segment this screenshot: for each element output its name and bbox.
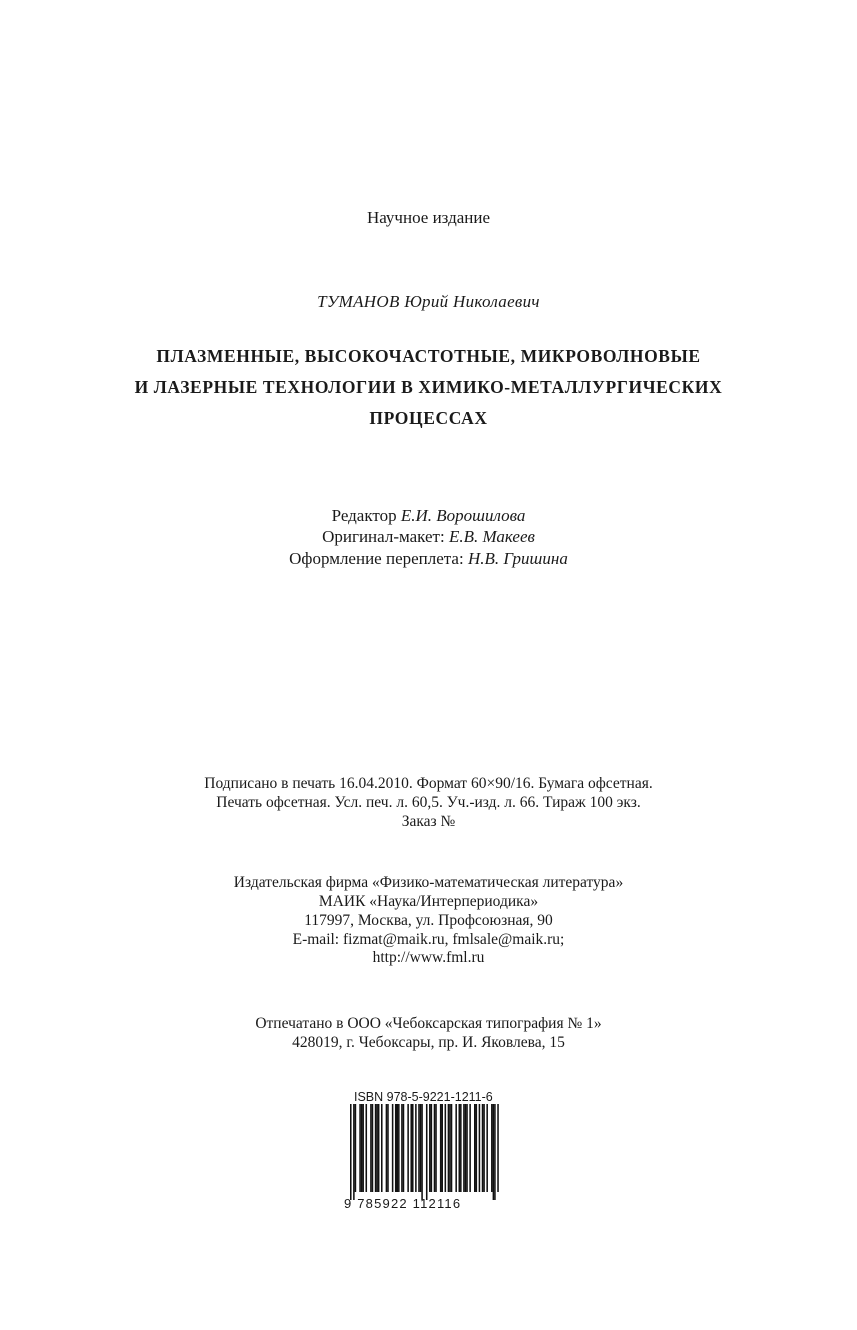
barcode-bar	[479, 1104, 481, 1192]
author-name: ТУМАНОВ Юрий Николаевич	[317, 292, 540, 311]
barcode-bar	[441, 1104, 443, 1192]
barcode-bar	[459, 1104, 461, 1192]
barcode-bar	[397, 1104, 399, 1192]
barcode-bar	[387, 1104, 389, 1192]
barcode-bar	[403, 1104, 405, 1192]
credit-role: Оригинал-макет:	[322, 527, 445, 546]
print-info-line: Печать офсетная. Усл. печ. л. 60,5. Уч.-изд. л. 66. Тираж 100 экз.	[216, 794, 641, 811]
barcode-bar	[497, 1104, 499, 1192]
barcode-bar	[353, 1104, 355, 1200]
print-info-line: Подписано в печать 16.04.2010. Формат 60×90/16. Бумага офсетная.	[204, 775, 653, 792]
barcode-bar	[420, 1104, 422, 1192]
barcode-digits: 9 785922 112116	[344, 1196, 462, 1211]
barcode-bar	[375, 1104, 377, 1192]
barcode-bar	[465, 1104, 467, 1192]
barcode-bar	[434, 1104, 436, 1192]
book-title-line-2: И ЛАЗЕРНЫЕ ТЕХНОЛОГИИ В ХИМИКО-МЕТАЛЛУРГИЧЕСКИХ	[134, 377, 723, 397]
printer-address: 428019, г. Чебоксары, пр. И. Яковлева, 15	[292, 1034, 565, 1051]
barcode-bar	[395, 1104, 397, 1192]
barcode-bar	[451, 1104, 453, 1192]
barcode-bar	[445, 1104, 447, 1192]
credit-layout	[0, 527, 857, 547]
publisher-line: Издательская фирма «Физико-математическая литература»	[233, 874, 624, 891]
barcode-bar	[370, 1104, 372, 1192]
barcode-bar	[392, 1104, 394, 1192]
barcode-bar	[378, 1104, 380, 1192]
barcode-bar	[381, 1104, 383, 1192]
barcode-bar	[412, 1104, 414, 1192]
barcode-bar	[415, 1104, 417, 1192]
barcode-bar	[421, 1104, 423, 1200]
publisher-website: http://www.fml.ru	[372, 949, 485, 966]
credit-person: Е.В. Макеев	[448, 527, 535, 546]
barcode-bar	[448, 1104, 450, 1192]
barcode-bar	[483, 1104, 485, 1192]
isbn-label: ISBN 978-5-9221-1211-6	[354, 1090, 493, 1104]
printer-line: Отпечатано в ООО «Чебоксарская типография № 1»	[255, 1015, 602, 1032]
barcode-bar	[486, 1104, 488, 1192]
barcode-bar	[362, 1104, 364, 1192]
barcode-bar	[372, 1104, 374, 1192]
barcode-bar	[361, 1104, 363, 1192]
credit-person: Е.И. Ворошилова	[400, 506, 526, 525]
barcode-bar	[482, 1104, 484, 1192]
barcode-bar	[350, 1104, 352, 1200]
credit-editor	[0, 506, 857, 526]
edition-type: Научное издание	[366, 208, 491, 227]
isbn-barcode	[344, 1104, 504, 1200]
credit-role: Редактор	[331, 506, 397, 525]
barcode-bar	[463, 1104, 465, 1192]
print-info-line: Заказ №	[401, 813, 456, 830]
barcode-bar	[429, 1104, 431, 1192]
barcode-bar	[386, 1104, 388, 1192]
barcode-bar	[431, 1104, 433, 1192]
barcode-bar	[426, 1104, 428, 1200]
barcode-bar	[366, 1104, 368, 1192]
barcode-bar	[401, 1104, 403, 1192]
barcode-bar	[407, 1104, 409, 1192]
barcode-bar	[474, 1104, 476, 1192]
barcode-bar	[491, 1104, 493, 1192]
barcode-bar	[418, 1104, 420, 1192]
barcode-bar	[455, 1104, 457, 1192]
credit-cover-design	[0, 549, 857, 569]
book-title-line-1: ПЛАЗМЕННЫЕ, ВЫСОКОЧАСТОТНЫЕ, МИКРОВОЛНОВЫЕ	[156, 346, 701, 366]
credit-role: Оформление переплета:	[289, 549, 464, 568]
barcode-bar	[376, 1104, 378, 1192]
barcode-bar	[449, 1104, 451, 1192]
barcode-bar	[355, 1104, 357, 1192]
publisher-email: E-mail: fizmat@maik.ru, fmlsale@maik.ru;	[292, 931, 565, 948]
barcode-bar	[494, 1104, 496, 1200]
barcode-bar	[410, 1104, 412, 1192]
book-title-line-3: ПРОЦЕССАХ	[369, 408, 488, 428]
credit-person: Н.В. Гришина	[467, 549, 568, 568]
barcode-bar	[440, 1104, 442, 1192]
barcode-bar	[466, 1104, 468, 1192]
publisher-address: 117997, Москва, ул. Профсоюзная, 90	[304, 912, 553, 929]
barcode-bar	[493, 1104, 495, 1200]
publisher-line: МАИК «Наука/Интерпериодика»	[318, 893, 539, 910]
barcode-bar	[398, 1104, 400, 1192]
barcode-bar	[460, 1104, 462, 1192]
barcode-bar	[469, 1104, 471, 1192]
barcode-bar	[476, 1104, 478, 1192]
barcode-bar	[359, 1104, 361, 1192]
barcode-bar	[435, 1104, 437, 1192]
